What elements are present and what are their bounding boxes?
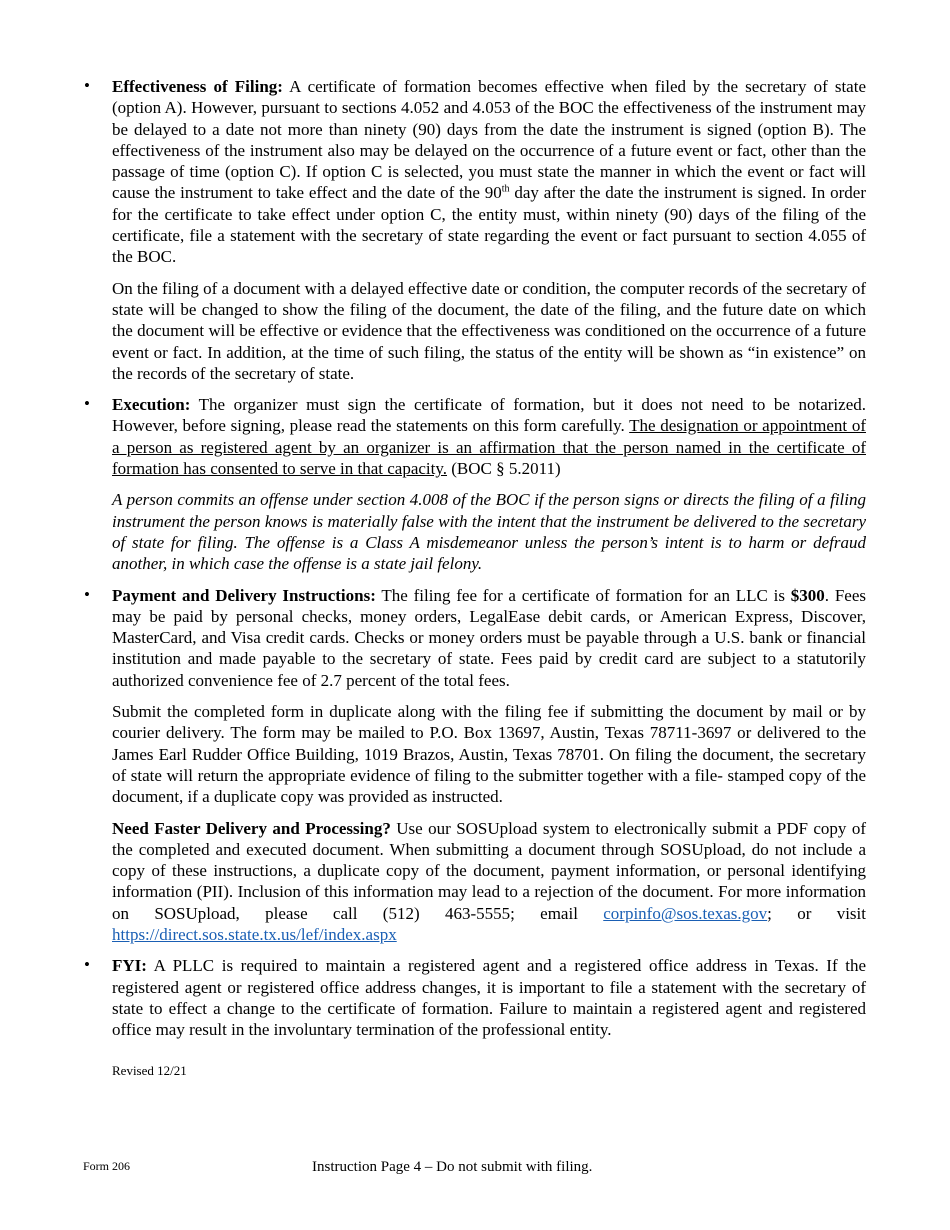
- payment-text-a: The filing fee for a certificate of formation for an LLC is: [375, 585, 791, 605]
- fyi-text: A PLLC is required to maintain a registered agent and a registered office address in Texas. If the registered agent or registered office address changes, it is important to file a statement with the secretary of state to effect a change to the certificate of formation. Failure to maintain a registered agent and registered office may result in the involuntary termination of the professional entity.: [112, 956, 866, 1040]
- offense-warning-section: [112, 489, 866, 574]
- effectiveness-text-a: A certificate of formation becomes effective when filed by the secretary of state (option A). However, pursuant to sections 4.052 and 4.053 of the BOC the effectiveness of the instrument may be delayed to a date not more than ninety (90) days from the date the instrument is signed (option B). The effectiveness of the instrument also may be delayed on the occurrence of a future event or fact, other than the passage of time (option C). If option C is selected, you must state the manner in which the event or fact will cause the instrument to take effect and the date of the 90: [112, 77, 866, 203]
- bullet-effectiveness: •: [84, 76, 90, 95]
- instructions-body: [84, 76, 867, 1050]
- effectiveness-paragraph: [112, 76, 866, 268]
- effectiveness-heading: Effectiveness of Filing:: [112, 77, 283, 96]
- execution-section: [84, 394, 866, 479]
- faster-delivery-paragraph: [112, 818, 866, 946]
- fyi-section: [84, 955, 866, 1040]
- effectiveness-text-b: day after the date the instrument is signed. In order for the certificate to take effect under option C, the entity must, within ninety (90) days of the filing of the certificate, file a statement with the secretary of state regarding the event or fact pursuant to section 4.055 of the BOC.: [112, 183, 866, 267]
- execution-citation: (BOC § 5.2011): [447, 459, 561, 479]
- fyi-paragraph: [112, 955, 866, 1040]
- faster-delivery-section: [112, 818, 866, 946]
- email-link[interactable]: corpinfo@sos.texas.gov: [603, 903, 768, 923]
- delayed-filing-paragraph: On the filing of a document with a delayed effective date or condition, the computer records of the secretary of state will be changed to show the filing of the document, the date of the filing, and the future date on which the document will be effective or evidence that the effectiveness was conditioned on the occurrence of a future event or fact. In addition, at the time of such filing, the status of the entity will be shown as “in existence” on the records of the secretary of state.: [112, 278, 867, 383]
- bullet-payment: •: [84, 584, 90, 604]
- payment-text-b: . Fees may be paid by personal checks, money orders, LegalEase debit cards, or American Express, Discover, MasterCard, and Visa credit cards. Checks or money orders must be payable through a U.S. bank or financial institution and made payable to the secretary of state. Fees paid by credit card are subject to a statutorily authorized convenience fee of 2.7 percent of the total fees.: [112, 585, 867, 690]
- payment-heading: Payment and Delivery Instructions:: [112, 585, 376, 605]
- sosupload-url-link[interactable]: https://direct.sos.state.tx.us/lef/index.aspx: [112, 924, 397, 944]
- filing-fee-amount: $300: [790, 585, 825, 605]
- faster-delivery-heading: Need Faster Delivery and Processing?: [112, 818, 391, 838]
- execution-underlined-statement: The designation or appointment of a person as registered agent by an organizer is an affirmation that the person named in the certificate of formation has consented to serve in that capacity.: [112, 416, 866, 479]
- effectiveness-superscript: th: [501, 183, 510, 195]
- bullet-fyi: •: [84, 955, 90, 975]
- footer-form-number: Form 206: [83, 1159, 131, 1173]
- delivery-section: [112, 701, 866, 807]
- execution-text: The organizer must sign the certificate of formation, but it does not need to be notarized. However, before signing, please read the statements on this form carefully.: [112, 395, 866, 436]
- footer-page-label: Instruction Page 4 – Do not submit with filing.: [312, 1159, 593, 1175]
- delivery-paragraph: Submit the completed form in duplicate along with the filing fee if submitting the document by mail or by courier delivery. The form may be mailed to P.O. Box 13697, Austin, Texas 78711-3697 or delivered to the James Earl Rudder Office Building, 1019 Brazos, Austin, Texas 78701. On filing the document, the secretary of state will return the appropriate evidence of filing to the submitter together with a file- stamped copy of the document, if a duplicate copy was provided as instructed.: [112, 702, 866, 807]
- delayed-filing-section: [112, 278, 866, 384]
- payment-paragraph: [112, 585, 866, 691]
- execution-paragraph: [112, 394, 866, 479]
- fyi-heading: FYI:: [112, 956, 147, 976]
- offense-warning-paragraph: A person commits an offense under section 4.008 of the BOC if the person signs or directs the filing of a filing instrument the person knows is materially false with the intent that the instrument be delivered to the secretary of state for filing. The offense is a Class A misdemeanor unless the person’s intent is to harm or defraud another, in which case the offense is a state jail felony.: [112, 490, 866, 574]
- faster-delivery-text: Use our SOSUpload system to electronically submit a PDF copy of the completed and executed document. When submitting a document through SOSUpload, do not include a copy of these instructions, a duplicate copy of the document, payment information, or personal identifying information (PII). Inclusion of this information may lead to a rejection of the document. For more information on SOSUpload, please call (512) 463-5555; email: [112, 818, 866, 923]
- payment-section: [84, 584, 867, 691]
- execution-heading: Execution:: [112, 395, 191, 415]
- effectiveness-section: [84, 76, 866, 268]
- bullet-execution: •: [84, 394, 90, 414]
- or-visit-text: ; or visit: [767, 903, 866, 923]
- revised-date: Revised 12/21: [112, 1063, 187, 1078]
